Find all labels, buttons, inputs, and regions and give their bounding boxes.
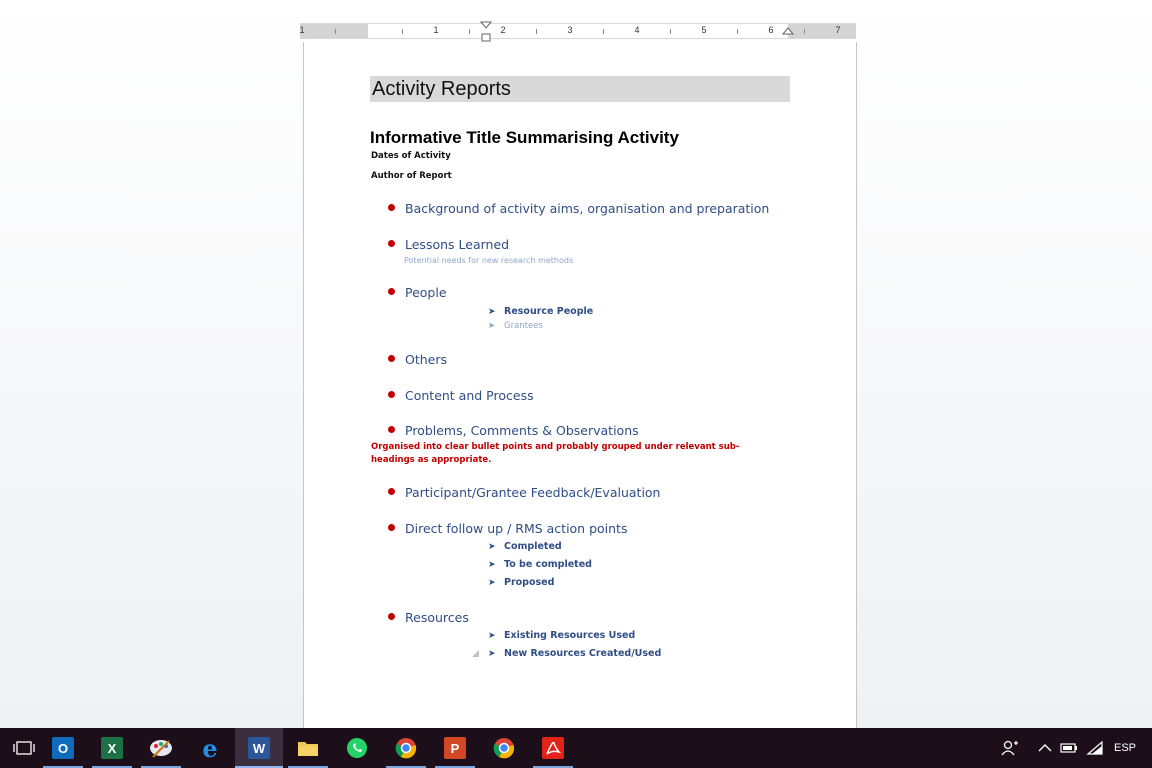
- arrow-bullet-icon: ➤: [488, 648, 496, 659]
- people-icon: [1000, 739, 1020, 757]
- section-content: Content and Process: [405, 388, 534, 403]
- bullet-dot-icon: [388, 488, 395, 495]
- section-background: Background of activity aims, organisation and preparation: [405, 201, 770, 216]
- excel-icon: X: [101, 737, 123, 759]
- taskbar-edge[interactable]: [186, 728, 234, 768]
- wifi-icon: [1086, 740, 1104, 756]
- arrow-bullet-icon: ➤: [488, 321, 496, 331]
- section-followup: Direct follow up / RMS action points: [405, 521, 628, 536]
- sub-item-text: Existing Resources Used: [504, 630, 636, 641]
- section-people: People: [405, 285, 447, 300]
- ruler-number: 7: [835, 25, 841, 35]
- ruler-tick: [402, 29, 403, 34]
- task-view-icon: [13, 739, 35, 757]
- lessons-note[interactable]: Potential needs for new research methods: [404, 256, 574, 265]
- sub-item-text: To be completed: [504, 559, 592, 570]
- section-others: Others: [405, 352, 448, 367]
- arrow-bullet-icon: ➤: [488, 559, 496, 570]
- horizontal-ruler[interactable]: [300, 23, 856, 39]
- taskbar-acrobat[interactable]: [529, 728, 577, 768]
- word-icon: W: [248, 737, 270, 759]
- sub-item-text: Grantees: [504, 321, 543, 331]
- author-of-report[interactable]: Author of Report: [371, 171, 452, 181]
- battery-icon: [1060, 742, 1078, 754]
- whatsapp-icon: [346, 737, 368, 759]
- bullet-dot-icon: [388, 240, 395, 247]
- powerpoint-icon: P: [444, 737, 466, 759]
- sub-list-item[interactable]: [488, 559, 592, 570]
- arrow-bullet-icon: ➤: [488, 541, 496, 552]
- ruler-tick: [469, 29, 470, 34]
- arrow-bullet-icon: ➤: [488, 306, 496, 317]
- ruler-left-margin: [300, 24, 368, 38]
- bullet-dot-icon: [388, 288, 395, 295]
- section-resources: Resources: [405, 610, 469, 625]
- folder-icon: [297, 739, 319, 757]
- show-hidden-icons-button[interactable]: [1038, 728, 1052, 768]
- sub-list-item[interactable]: [488, 648, 661, 659]
- sub-list-item[interactable]: [488, 321, 543, 331]
- document-page[interactable]: [303, 42, 857, 742]
- problems-note[interactable]: Organised into clear bullet points and probably grouped under relevant sub-headings as appropriate.: [371, 442, 740, 465]
- document-heading[interactable]: Activity Reports: [370, 76, 790, 102]
- sub-list-item[interactable]: [488, 541, 562, 552]
- list-item[interactable]: [388, 388, 534, 403]
- list-item[interactable]: [388, 610, 469, 625]
- sub-list-item[interactable]: [488, 630, 635, 641]
- sub-list-item[interactable]: [488, 306, 593, 317]
- chevron-up-icon: [1038, 743, 1052, 753]
- ruler-number: 1: [299, 25, 305, 35]
- list-item[interactable]: [388, 352, 447, 367]
- paint-icon: [149, 737, 173, 759]
- sub-item-text: Completed: [504, 541, 562, 552]
- input-language[interactable]: ESP: [1114, 742, 1137, 754]
- ruler-tick: [737, 29, 738, 34]
- list-item[interactable]: [388, 285, 447, 300]
- ruler-number: 5: [701, 25, 707, 35]
- bullet-dot-icon: [388, 613, 395, 620]
- section-feedback: Participant/Grantee Feedback/Evaluation: [405, 485, 661, 500]
- ruler-tick: [335, 29, 336, 34]
- ruler-tick: [536, 29, 537, 34]
- taskbar-outlook[interactable]: [39, 728, 87, 768]
- taskbar-chrome[interactable]: [382, 728, 430, 768]
- taskbar: [0, 728, 1152, 768]
- ruler-number: 6: [768, 25, 774, 35]
- right-indent-marker-icon[interactable]: [782, 26, 794, 38]
- section-lessons: Lessons Learned: [405, 237, 510, 252]
- bullet-dot-icon: [388, 426, 395, 433]
- section-problems: Problems, Comments & Observations: [405, 423, 639, 438]
- edge-icon: e: [202, 733, 218, 763]
- sub-item-text: Resource People: [504, 306, 594, 317]
- ruler-tick: [603, 29, 604, 34]
- arrow-bullet-icon: ➤: [488, 630, 496, 641]
- bullet-dot-icon: [388, 355, 395, 362]
- taskbar-word[interactable]: [235, 728, 283, 768]
- sub-list-item[interactable]: [488, 577, 554, 588]
- ruler-number: 1: [433, 25, 439, 35]
- list-item[interactable]: [388, 201, 769, 216]
- chrome-icon: [493, 737, 515, 759]
- ruler-number: 3: [567, 25, 573, 35]
- network-button[interactable]: [1086, 728, 1104, 768]
- battery-button[interactable]: [1060, 728, 1078, 768]
- ruler-number: 2: [500, 25, 506, 35]
- bullet-dot-icon: [388, 524, 395, 531]
- ruler-tick: [670, 29, 671, 34]
- taskbar-whatsapp[interactable]: [333, 728, 381, 768]
- taskbar-file-explorer[interactable]: [284, 728, 332, 768]
- taskbar-chrome-2[interactable]: [480, 728, 528, 768]
- outlook-icon: O: [52, 737, 74, 759]
- indent-marker-icon[interactable]: [480, 21, 492, 43]
- taskbar-powerpoint[interactable]: [431, 728, 479, 768]
- bullet-dot-icon: [388, 391, 395, 398]
- ruler-tick: [804, 29, 805, 34]
- resize-corner-icon: [472, 650, 479, 657]
- dates-of-activity[interactable]: Dates of Activity: [371, 151, 451, 161]
- list-item[interactable]: [388, 521, 627, 536]
- chrome-icon: [395, 737, 417, 759]
- arrow-bullet-icon: ➤: [488, 577, 496, 588]
- list-item[interactable]: [388, 423, 639, 438]
- list-item[interactable]: [388, 237, 509, 252]
- taskbar-paint[interactable]: [137, 728, 185, 768]
- people-button[interactable]: [1000, 728, 1020, 768]
- acrobat-icon: [542, 737, 564, 759]
- sub-item-text: New Resources Created/Used: [504, 648, 662, 659]
- ruler-number: 4: [634, 25, 640, 35]
- taskbar-excel[interactable]: [88, 728, 136, 768]
- activity-title[interactable]: Informative Title Summarising Activity: [370, 128, 679, 147]
- sub-item-text: Proposed: [504, 577, 555, 588]
- ruler-right-margin: [788, 24, 856, 38]
- bullet-dot-icon: [388, 204, 395, 211]
- list-item[interactable]: [388, 485, 660, 500]
